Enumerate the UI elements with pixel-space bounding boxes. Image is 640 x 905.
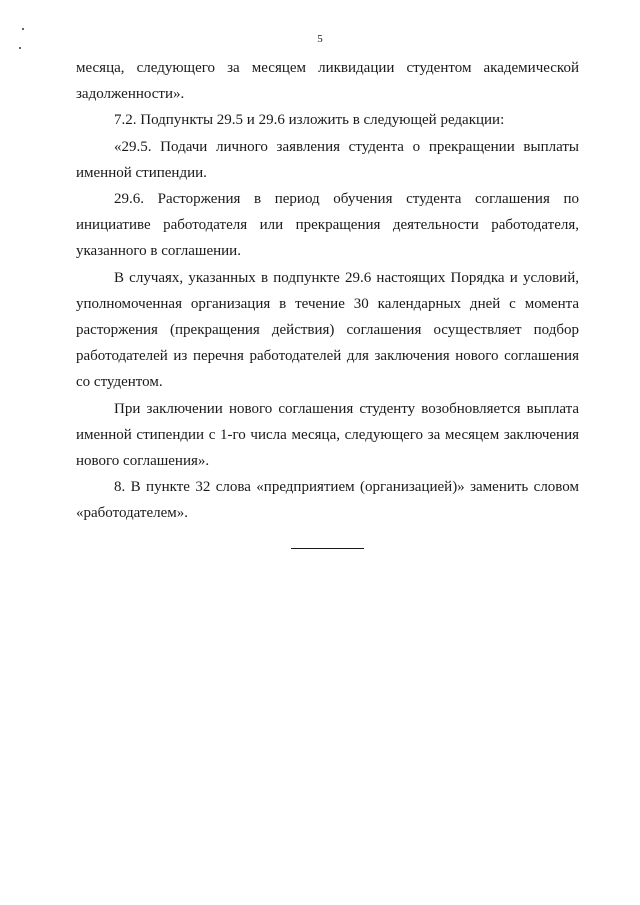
paragraph-7-2: 7.2. Подпункты 29.5 и 29.6 изложить в следующей редакции: (114, 112, 505, 129)
end-separator-line (291, 548, 364, 549)
paragraph-8: 8. В пункте 32 слова «предприятием (организацией)» заменить словом «работодателем». (76, 479, 579, 522)
paragraph-29-5: «29.5. Подачи личного заявления студента о прекращении выплаты именной стипендии. (76, 138, 579, 181)
scan-speck (19, 47, 21, 49)
scan-speck (22, 28, 24, 30)
page-number: 5 (317, 33, 323, 45)
paragraph-new-agreement: При заключении нового соглашения студенту возобновляется выплата именной стипендии с 1-го числа месяца, следующего за месяцем заключения нового соглашения». (76, 400, 579, 470)
paragraph-continuation: месяца, следующего за месяцем ликвидации студентом академической задолженности». (76, 60, 579, 103)
paragraph-cases: В случаях, указанных в подпункте 29.6 настоящих Порядка и условий, уполномоченная организация в течение 30 календарных дней с момента расторжения (прекращения действия) соглашения осуществляет подбор работодателей из перечня работодателей для заключения нового соглашения со студентом. (76, 269, 579, 391)
document-body (76, 55, 579, 527)
paragraph-29-6: 29.6. Расторжения в период обучения студента соглашения по инициативе работодателя или прекращения деятельности работодателя, указанного в соглашении. (76, 191, 579, 260)
